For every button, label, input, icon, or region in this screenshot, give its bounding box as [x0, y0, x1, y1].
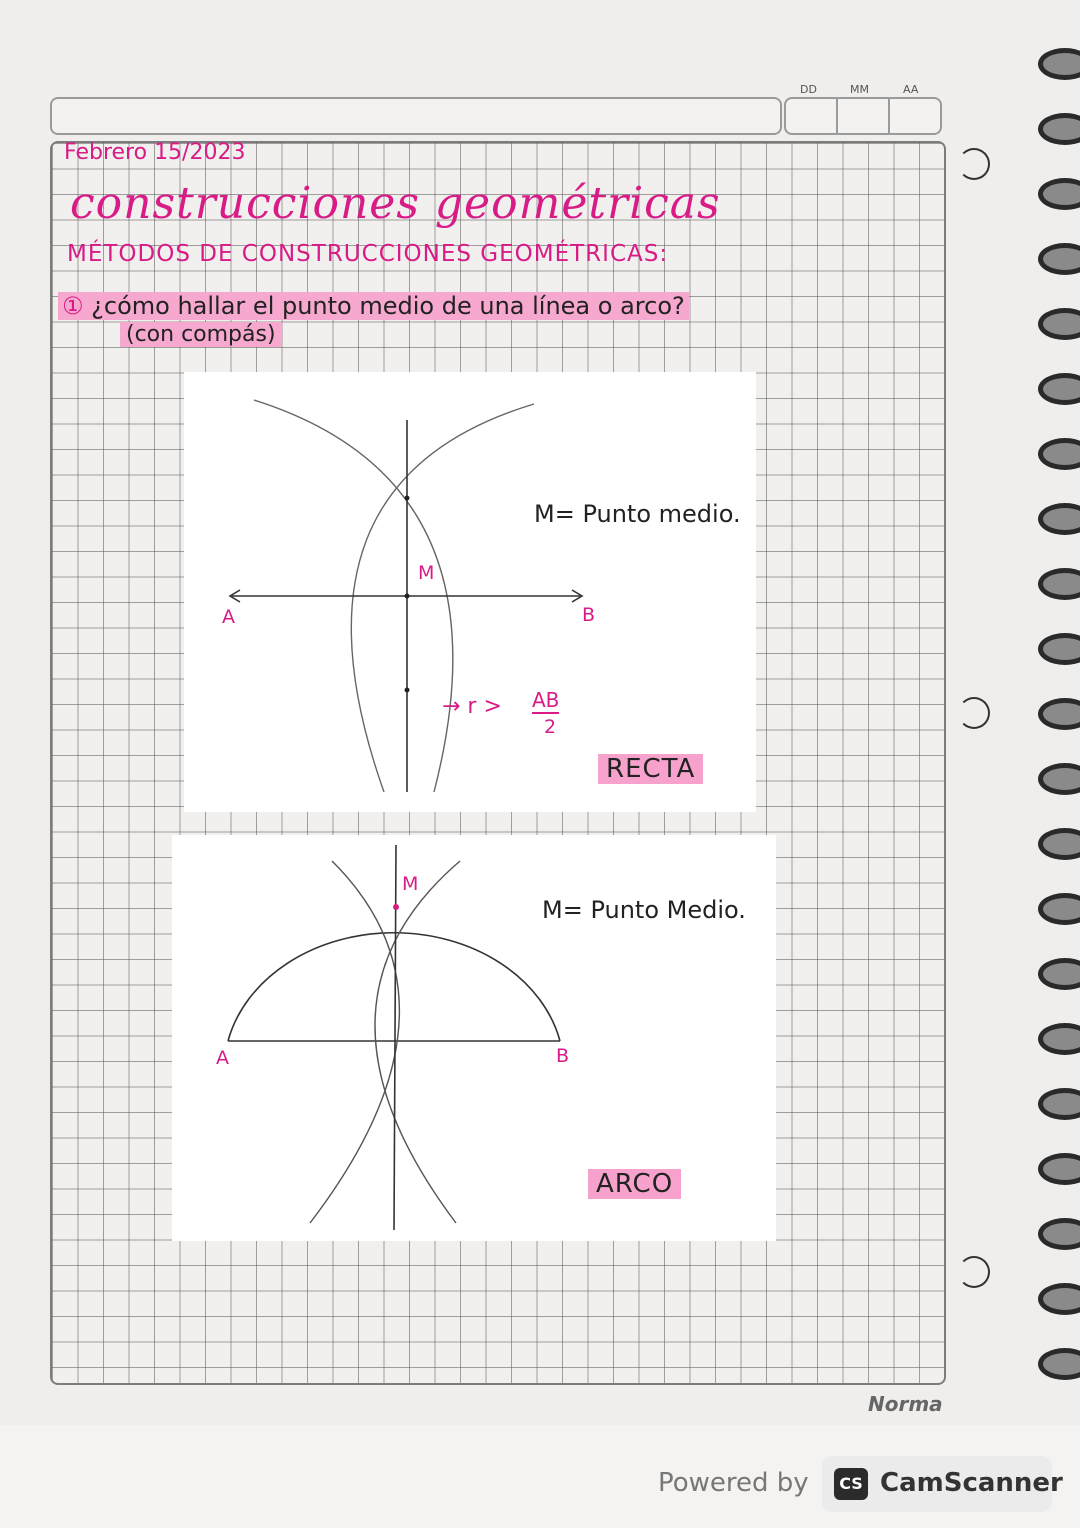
label-a: A: [222, 606, 235, 628]
header-title-box: [50, 97, 782, 135]
figure-recta-drawing: [184, 372, 756, 812]
main-arc: [228, 933, 560, 1041]
tag-recta: RECTA: [598, 754, 703, 784]
intersection-bottom: [405, 688, 410, 693]
caption-arco: M= Punto Medio.: [542, 896, 746, 924]
note-subtitle: MÉTODOS DE CONSTRUCCIONES GEOMÉTRICAS:: [67, 241, 669, 267]
camscanner-icon: CS: [834, 1468, 868, 1500]
formula-numerator: AB: [532, 688, 560, 712]
question-note: (con compás): [120, 322, 282, 347]
date-boxes: [784, 97, 942, 135]
midpoint-m: [393, 904, 399, 910]
question-number: ①: [62, 292, 84, 320]
camscanner-name: CamScanner: [880, 1468, 1063, 1498]
midpoint-m: [405, 594, 410, 599]
arc-right: [375, 861, 460, 1223]
label-m: M: [418, 562, 435, 584]
formula-denominator: 2: [544, 716, 557, 738]
caption-recta: M= Punto medio.: [534, 500, 741, 528]
figure-recta: [184, 372, 756, 812]
label-a: A: [216, 1047, 229, 1069]
camscanner-badge[interactable]: [822, 1456, 1063, 1512]
date-label-aa: AA: [903, 83, 919, 96]
label-b: B: [582, 604, 596, 626]
arc-right: [351, 404, 534, 792]
question-line: [58, 292, 689, 320]
note-title: construcciones geométricas: [70, 178, 721, 229]
perpendicular-line: [394, 845, 396, 1230]
punch-hole-icon: [958, 697, 990, 729]
notebook-brand: Norma: [868, 1392, 943, 1416]
powered-by-text: Powered by: [658, 1468, 809, 1498]
label-m: M: [402, 873, 419, 895]
intersection-top: [405, 496, 410, 501]
date-label-dd: DD: [800, 83, 817, 96]
date-label-mm: MM: [850, 83, 869, 96]
punch-hole-icon: [958, 148, 990, 180]
tag-arco: ARCO: [588, 1169, 681, 1199]
note-date: Febrero 15/2023: [64, 140, 246, 165]
punch-hole-icon: [958, 1256, 990, 1288]
question-text: ¿cómo hallar el punto medio de una línea o arco?: [91, 292, 685, 320]
figure-arco: [172, 835, 776, 1241]
arc-left: [310, 861, 399, 1223]
formula-prefix: → r >: [442, 694, 502, 719]
label-b: B: [556, 1045, 570, 1067]
